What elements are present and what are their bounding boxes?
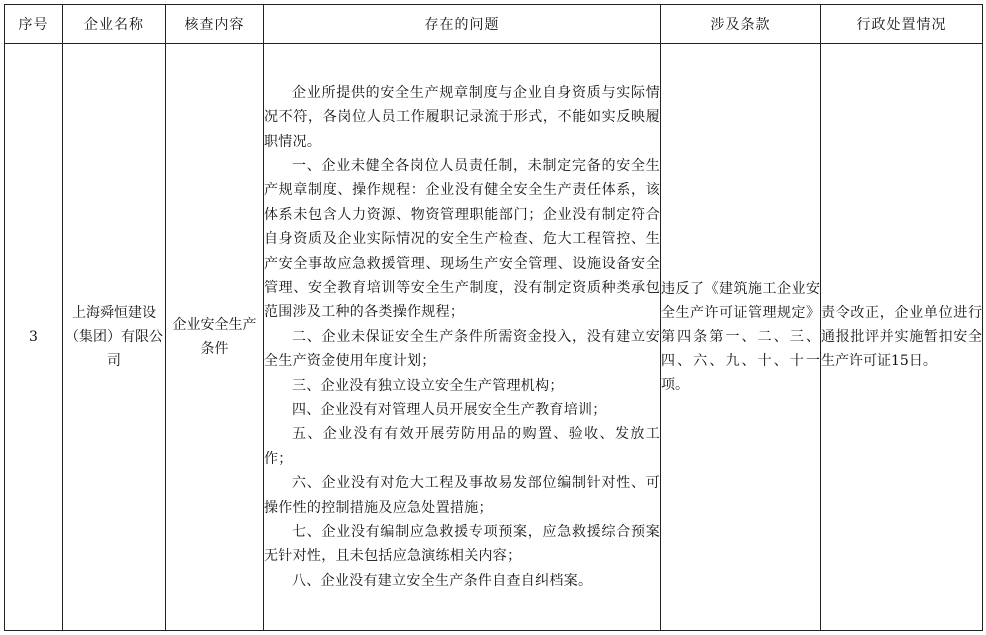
cell-problems <box>264 44 661 631</box>
problem-paragraph: 二、企业未保证安全生产条件所需资金投入，没有建立安全生产资金使用年度计划； <box>264 328 660 370</box>
cell-content: 企业安全生产条件 <box>166 44 264 631</box>
problem-paragraph: 一、企业未健全各岗位人员责任制，未制定完备的安全生产规章制度、操作规程：企业没有健全安全生产责任体系，该体系未包含人力资源、物资管理职能部门；企业没有制定符合自身资质及企业实际情况的安全生产检查、危大工程管控、生产安全事故应急救援管理、现场生产安全管理、设施设备安全管理、安全教育培训等安全生产制度，没有制定资质种类承包范围涉及工种的各类操作规程； <box>264 157 660 321</box>
table-row <box>5 44 983 631</box>
header-no: 序号 <box>5 5 63 44</box>
problem-paragraph: 企业所提供的安全生产规章制度与企业自身资质与实际情况不符，各岗位人员工作履职记录流于形式，不能如实反映履职情况。 <box>264 84 660 150</box>
problem-paragraph: 三、企业没有独立设立安全生产管理机构； <box>292 377 564 394</box>
cell-company: 上海舜恒建设（集团）有限公司 <box>63 44 166 631</box>
cell-action: 责令改正，企业单位进行通报批评并实施暂扣安全生产许可证15日。 <box>821 44 983 631</box>
header-row <box>5 5 983 44</box>
inspection-table <box>4 4 983 631</box>
header-content: 核查内容 <box>166 5 264 44</box>
header-company: 企业名称 <box>63 5 166 44</box>
problem-paragraph: 六、企业没有对危大工程及事故易发部位编制针对性、可操作性的控制措施及应急处置措施； <box>264 475 660 516</box>
problem-paragraph: 五、企业没有有效开展劳防用品的购置、验收、发放工作； <box>264 426 660 467</box>
problem-paragraph: 八、企业没有建立安全生产条件自查自纠档案。 <box>292 572 593 589</box>
cell-clause: 违反了《建筑施工企业安全生产许可证管理规定》第四条第一、二、三、四、六、九、十、十一项。 <box>661 44 821 631</box>
cell-no: 3 <box>5 44 63 631</box>
header-action: 行政处置情况 <box>821 5 983 44</box>
problem-paragraph: 四、企业没有对管理人员开展安全生产教育培训； <box>292 402 607 419</box>
header-clause: 涉及条款 <box>661 5 821 44</box>
problem-paragraph: 七、企业没有编制应急救援专项预案，应急救援综合预案无针对性，且未包括应急演练相关内容； <box>264 524 660 565</box>
header-problem: 存在的问题 <box>264 5 661 44</box>
